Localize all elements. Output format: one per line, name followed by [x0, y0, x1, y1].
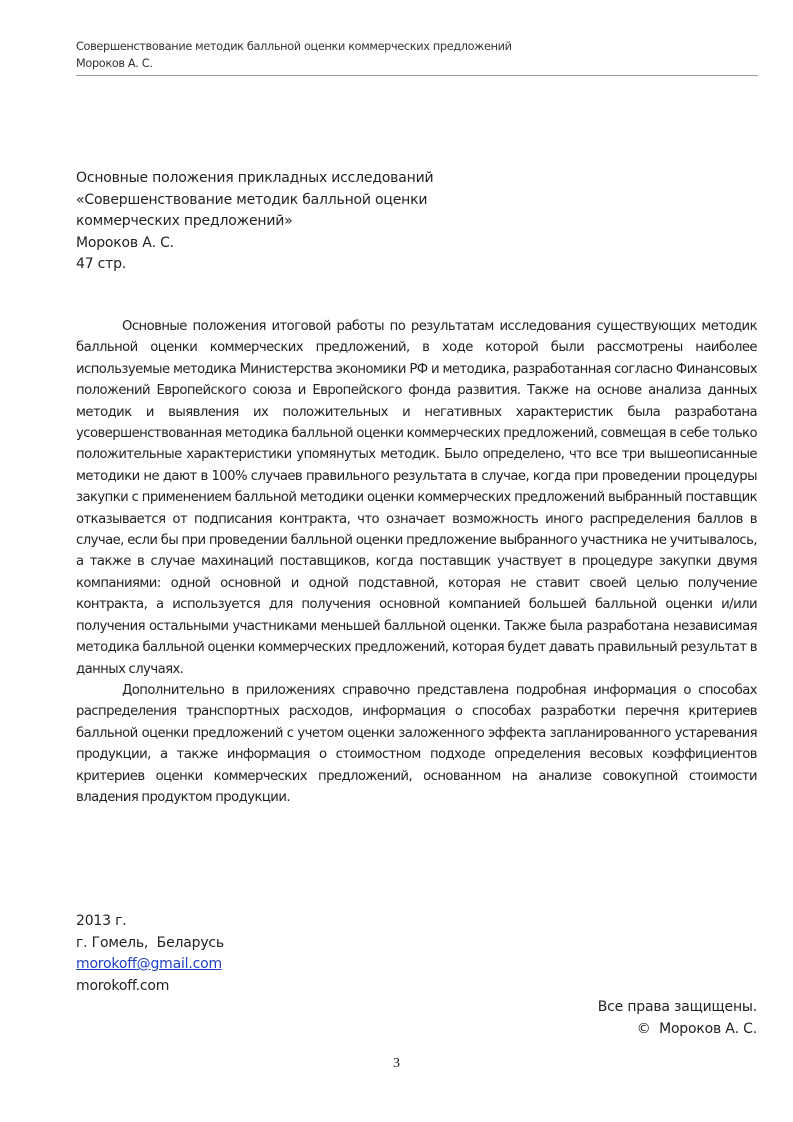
rights-reserved: Все права защищены.	[597, 999, 757, 1015]
page-number: 3	[393, 1056, 400, 1071]
year: 2013 г.	[76, 913, 127, 929]
abstract	[76, 316, 757, 808]
title-line-3: коммерческих предложений»	[76, 213, 293, 229]
abstract-paragraph-1: Основные положения итоговой работы по результатам исследования существующих методик балльной оценки коммерческих предложений, в ходе которой были рассмотрены наиболее используемые методика Министерства экономики РФ и методика, разработанная согласно Финансовых положений Европейского союза и Европейского фонда развития. Также на основе анализа данных методик и выявления их положительных и негативных характеристик была разработана усовершенствованная методика балльной оценки коммерческих предложений, совмещая в себе только положительные характеристики упомянутых методик. Было определено, что все три вышеописанные методики не дают в 100% случаев правильного результата в случае, когда при проведении процедуры закупки с применением балльной методики оценки коммерческих предложений выбранный поставщик отказывается от подписания контракта, что означает возможность иного распределения баллов в случае, если бы при проведении балльной оценки предложение выбранного участника не учитывалось, а также в случае махинаций поставщиков, когда поставщик участвует в процедуре закупки двумя компаниями: одной основной и одной подставной, которая не ставит своей целью получение контракта, а используется для получения основной компанией большей балльной оценки и/или получения остальными участниками меньшей балльной оценки. Также была разработана независимая методика балльной оценки коммерческих предложений, которая будет давать правильный результат в данных случаях.	[76, 319, 757, 677]
header-divider	[76, 75, 758, 76]
copyright-notice: © Мороков А. С.	[636, 1020, 757, 1037]
title-author: Мороков А. С.	[76, 234, 174, 251]
title-line-2: «Совершенствование методик балльной оценки	[76, 191, 428, 208]
title-block	[76, 168, 433, 276]
location: г. Гомель, Беларусь	[76, 934, 224, 951]
running-header	[76, 38, 757, 72]
header-title: Совершенствование методик балльной оценки коммерческих предложений	[76, 40, 512, 53]
contacts-block	[76, 911, 224, 997]
rights-block	[598, 997, 757, 1040]
header-author: Мороков А. С.	[76, 57, 153, 70]
title-line-1: Основные положения прикладных исследований	[76, 170, 434, 186]
abstract-paragraph-2: Дополнительно в приложениях справочно представлена подробная информация о способах распределения транспортных расходов, информация о способах разработки перечня критериев балльной оценки предложений с учетом оценки заложенного эффекта запланированного устаревания продукции, а также информация о стоимостном подходе определения весовых коэффициентов критериев оценки коммерческих предложений, основанном на анализе совокупной стоимости владения продуктом продукции.	[76, 682, 757, 805]
page-count: 47 стр.	[76, 256, 127, 272]
website: morokoff.com	[76, 977, 170, 994]
email-link[interactable]: morokoff@gmail.com	[76, 956, 222, 972]
